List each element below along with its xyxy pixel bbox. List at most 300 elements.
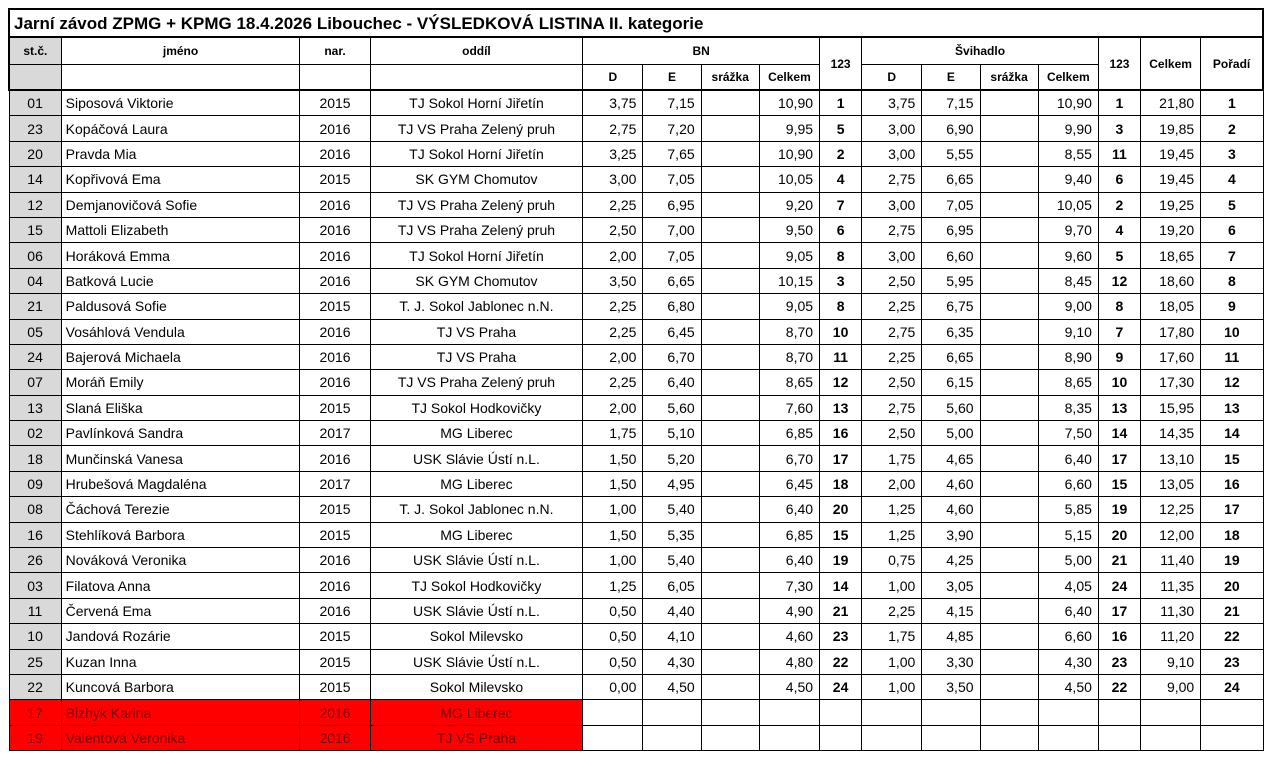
sv-deduction <box>980 649 1038 674</box>
bn-total: 8,70 <box>759 344 819 369</box>
sv-rank: 15 <box>1098 471 1140 496</box>
bn-rank: 2 <box>820 141 862 166</box>
empty-cell <box>980 725 1038 750</box>
sv-total: 8,65 <box>1038 370 1098 395</box>
club-name: TJ Sokol Hodkovičky <box>370 573 583 598</box>
competitor-name: Horáková Emma <box>61 243 300 268</box>
start-number: 01 <box>9 90 61 116</box>
sv-total: 8,90 <box>1038 344 1098 369</box>
sv-deduction <box>980 598 1038 623</box>
bn-rank: 22 <box>820 649 862 674</box>
sv-total: 5,00 <box>1038 548 1098 573</box>
bn-total: 8,65 <box>759 370 819 395</box>
start-number: 09 <box>9 471 61 496</box>
sv-rank: 11 <box>1098 141 1140 166</box>
overall-total: 11,40 <box>1141 548 1201 573</box>
bn-total: 10,90 <box>759 90 819 116</box>
empty-cell <box>759 700 819 725</box>
birth-year: 2015 <box>300 167 370 192</box>
birth-year: 2016 <box>300 446 370 471</box>
sv-d-score: 2,75 <box>862 319 922 344</box>
club-name: MG Liberec <box>370 471 583 496</box>
competitor-name: Nováková Veronika <box>61 548 300 573</box>
table-row <box>9 268 1263 293</box>
sv-rank: 8 <box>1098 294 1140 319</box>
competitor-name: Bizhyk Karina <box>61 700 300 725</box>
club-name: Sokol Milevsko <box>370 674 583 699</box>
sv-rank: 7 <box>1098 319 1140 344</box>
sv-total: 5,15 <box>1038 522 1098 547</box>
start-number: 22 <box>9 674 61 699</box>
bn-rank: 4 <box>820 167 862 192</box>
final-order: 1 <box>1201 90 1263 116</box>
club-name: USK Slávie Ústí n.L. <box>370 649 583 674</box>
sv-e-score: 6,35 <box>922 319 980 344</box>
sv-total: 9,90 <box>1038 116 1098 141</box>
bn-rank: 18 <box>820 471 862 496</box>
bn-total: 4,50 <box>759 674 819 699</box>
bn-e-score: 7,00 <box>643 217 701 242</box>
sv-total: 8,35 <box>1038 395 1098 420</box>
header-bn-rank: 123 <box>820 37 862 90</box>
start-number: 04 <box>9 268 61 293</box>
bn-deduction <box>701 674 759 699</box>
table-row <box>9 446 1263 471</box>
sv-rank: 17 <box>1098 598 1140 623</box>
final-order: 22 <box>1201 624 1263 649</box>
table-row <box>9 548 1263 573</box>
sv-rank: 2 <box>1098 192 1140 217</box>
sv-rank: 10 <box>1098 370 1140 395</box>
sv-deduction <box>980 116 1038 141</box>
final-order: 10 <box>1201 319 1263 344</box>
overall-total: 12,00 <box>1141 522 1201 547</box>
club-name: Sokol Milevsko <box>370 624 583 649</box>
absent-row <box>9 725 1263 750</box>
final-order: 6 <box>1201 217 1263 242</box>
final-order: 24 <box>1201 674 1263 699</box>
table-row <box>9 674 1263 699</box>
header-name: jméno <box>61 37 300 65</box>
start-number: 02 <box>9 421 61 446</box>
club-name: TJ VS Praha <box>370 319 583 344</box>
birth-year: 2015 <box>300 90 370 116</box>
start-number: 10 <box>9 624 61 649</box>
competitor-name: Munčinská Vanesa <box>61 446 300 471</box>
overall-total: 21,80 <box>1141 90 1201 116</box>
birth-year: 2016 <box>300 700 370 725</box>
overall-total: 19,25 <box>1141 192 1201 217</box>
start-number: 13 <box>9 395 61 420</box>
club-name: TJ Sokol Horní Jiřetín <box>370 141 583 166</box>
bn-d-score: 0,50 <box>583 624 643 649</box>
header-blank <box>61 65 300 91</box>
final-order: 12 <box>1201 370 1263 395</box>
sv-deduction <box>980 446 1038 471</box>
competitor-name: Stehlíková Barbora <box>61 522 300 547</box>
birth-year: 2016 <box>300 192 370 217</box>
empty-cell <box>1098 725 1140 750</box>
bn-d-score: 2,50 <box>583 217 643 242</box>
sv-rank: 22 <box>1098 674 1140 699</box>
bn-total: 10,15 <box>759 268 819 293</box>
header-total: Celkem <box>1141 37 1201 90</box>
bn-e-score: 7,65 <box>643 141 701 166</box>
overall-total: 9,10 <box>1141 649 1201 674</box>
sv-deduction <box>980 268 1038 293</box>
sv-e-score: 6,65 <box>922 344 980 369</box>
birth-year: 2016 <box>300 141 370 166</box>
sv-rank: 14 <box>1098 421 1140 446</box>
club-name: TJ VS Praha <box>370 344 583 369</box>
bn-deduction <box>701 344 759 369</box>
overall-total: 9,00 <box>1141 674 1201 699</box>
bn-rank: 12 <box>820 370 862 395</box>
start-number: 16 <box>9 522 61 547</box>
empty-cell <box>1038 725 1098 750</box>
table-row <box>9 294 1263 319</box>
table-row <box>9 395 1263 420</box>
sv-total: 10,05 <box>1038 192 1098 217</box>
competitor-name: Kopáčová Laura <box>61 116 300 141</box>
final-order: 21 <box>1201 598 1263 623</box>
bn-deduction <box>701 649 759 674</box>
start-number: 17 <box>9 700 61 725</box>
bn-deduction <box>701 522 759 547</box>
sv-deduction <box>980 141 1038 166</box>
bn-deduction <box>701 319 759 344</box>
competitor-name: Siposová Viktorie <box>61 90 300 116</box>
bn-rank: 1 <box>820 90 862 116</box>
empty-cell <box>643 700 701 725</box>
bn-d-score: 0,50 <box>583 598 643 623</box>
bn-d-score: 0,00 <box>583 674 643 699</box>
bn-e-score: 5,35 <box>643 522 701 547</box>
bn-deduction <box>701 624 759 649</box>
sv-e-score: 4,60 <box>922 497 980 522</box>
bn-deduction <box>701 421 759 446</box>
sv-e-score: 5,95 <box>922 268 980 293</box>
overall-total: 18,60 <box>1141 268 1201 293</box>
bn-e-score: 5,40 <box>643 497 701 522</box>
sv-rank: 19 <box>1098 497 1140 522</box>
bn-d-score: 2,25 <box>583 370 643 395</box>
sv-rank: 4 <box>1098 217 1140 242</box>
bn-rank: 16 <box>820 421 862 446</box>
final-order: 11 <box>1201 344 1263 369</box>
birth-year: 2016 <box>300 268 370 293</box>
bn-e-score: 6,70 <box>643 344 701 369</box>
empty-cell <box>1098 700 1140 725</box>
final-order: 19 <box>1201 548 1263 573</box>
birth-year: 2015 <box>300 395 370 420</box>
bn-deduction <box>701 167 759 192</box>
table-row <box>9 598 1263 623</box>
club-name: MG Liberec <box>370 522 583 547</box>
sv-d-score: 2,25 <box>862 598 922 623</box>
empty-cell <box>922 725 980 750</box>
bn-e-score: 7,20 <box>643 116 701 141</box>
final-order: 23 <box>1201 649 1263 674</box>
bn-e-score: 4,95 <box>643 471 701 496</box>
sv-deduction <box>980 674 1038 699</box>
sv-e-score: 4,65 <box>922 446 980 471</box>
header-svihadlo: Švihadlo <box>862 37 1099 65</box>
bn-e-score: 4,30 <box>643 649 701 674</box>
sv-rank: 20 <box>1098 522 1140 547</box>
final-order: 2 <box>1201 116 1263 141</box>
sv-d-score: 1,25 <box>862 497 922 522</box>
final-order: 16 <box>1201 471 1263 496</box>
bn-total: 9,05 <box>759 294 819 319</box>
empty-cell <box>820 700 862 725</box>
bn-rank: 21 <box>820 598 862 623</box>
bn-e-score: 5,40 <box>643 548 701 573</box>
bn-rank: 20 <box>820 497 862 522</box>
bn-e-score: 6,45 <box>643 319 701 344</box>
bn-d-score: 1,25 <box>583 573 643 598</box>
club-name: USK Slávie Ústí n.L. <box>370 548 583 573</box>
bn-deduction <box>701 471 759 496</box>
sv-deduction <box>980 548 1038 573</box>
sv-e-score: 3,05 <box>922 573 980 598</box>
bn-d-score: 3,75 <box>583 90 643 116</box>
sv-deduction <box>980 497 1038 522</box>
header-club: oddíl <box>370 37 583 65</box>
competitor-name: Demjanovičová Sofie <box>61 192 300 217</box>
sv-d-score: 2,75 <box>862 395 922 420</box>
sv-d-score: 0,75 <box>862 548 922 573</box>
club-name: TJ Sokol Horní Jiřetín <box>370 90 583 116</box>
bn-e-score: 7,05 <box>643 243 701 268</box>
start-number: 12 <box>9 192 61 217</box>
table-row <box>9 573 1263 598</box>
bn-total: 10,05 <box>759 167 819 192</box>
birth-year: 2016 <box>300 243 370 268</box>
bn-rank: 17 <box>820 446 862 471</box>
sv-deduction <box>980 624 1038 649</box>
bn-e-score: 6,95 <box>643 192 701 217</box>
start-number: 20 <box>9 141 61 166</box>
sv-e-score: 6,95 <box>922 217 980 242</box>
sv-e-score: 4,60 <box>922 471 980 496</box>
bn-deduction <box>701 573 759 598</box>
sv-rank: 12 <box>1098 268 1140 293</box>
bn-deduction <box>701 268 759 293</box>
club-name: T. J. Sokol Jablonec n.N. <box>370 294 583 319</box>
sv-d-score: 1,25 <box>862 522 922 547</box>
bn-deduction <box>701 395 759 420</box>
table-row <box>9 116 1263 141</box>
empty-cell <box>583 725 643 750</box>
sv-rank: 24 <box>1098 573 1140 598</box>
bn-e-score: 6,65 <box>643 268 701 293</box>
sv-deduction <box>980 395 1038 420</box>
overall-total: 11,30 <box>1141 598 1201 623</box>
bn-rank: 19 <box>820 548 862 573</box>
club-name: TJ VS Praha Zelený pruh <box>370 370 583 395</box>
start-number: 08 <box>9 497 61 522</box>
bn-e-score: 6,40 <box>643 370 701 395</box>
birth-year: 2016 <box>300 548 370 573</box>
bn-rank: 3 <box>820 268 862 293</box>
sv-e-score: 6,65 <box>922 167 980 192</box>
sv-total: 4,30 <box>1038 649 1098 674</box>
empty-cell <box>820 725 862 750</box>
overall-total: 14,35 <box>1141 421 1201 446</box>
table-row <box>9 471 1263 496</box>
table-row <box>9 90 1263 116</box>
birth-year: 2016 <box>300 116 370 141</box>
bn-d-score: 3,00 <box>583 167 643 192</box>
final-order: 14 <box>1201 421 1263 446</box>
table-row <box>9 370 1263 395</box>
bn-d-score: 3,25 <box>583 141 643 166</box>
bn-e-score: 4,40 <box>643 598 701 623</box>
sv-e-score: 6,15 <box>922 370 980 395</box>
sv-total: 9,70 <box>1038 217 1098 242</box>
competitor-name: Červená Ema <box>61 598 300 623</box>
table-header <box>9 37 1263 90</box>
club-name: MG Liberec <box>370 700 583 725</box>
competitor-name: Vosáhlová Vendula <box>61 319 300 344</box>
sv-total: 6,60 <box>1038 471 1098 496</box>
sv-e-score: 6,90 <box>922 116 980 141</box>
bn-deduction <box>701 294 759 319</box>
header-year: nar. <box>300 37 370 65</box>
club-name: MG Liberec <box>370 421 583 446</box>
bn-rank: 8 <box>820 243 862 268</box>
competitor-name: Čáchová Terezie <box>61 497 300 522</box>
sv-e-score: 5,00 <box>922 421 980 446</box>
bn-rank: 23 <box>820 624 862 649</box>
table-row <box>9 497 1263 522</box>
birth-year: 2016 <box>300 370 370 395</box>
competitor-name: Moráň Emily <box>61 370 300 395</box>
bn-deduction <box>701 192 759 217</box>
competitor-name: Kuzan Inna <box>61 649 300 674</box>
bn-deduction <box>701 217 759 242</box>
bn-e-score: 7,15 <box>643 90 701 116</box>
table-row <box>9 344 1263 369</box>
sv-rank: 16 <box>1098 624 1140 649</box>
header-sv-e: E <box>922 65 980 91</box>
sv-deduction <box>980 573 1038 598</box>
competitor-name: Kopřivová Ema <box>61 167 300 192</box>
table-row <box>9 522 1263 547</box>
sv-rank: 3 <box>1098 116 1140 141</box>
bn-total: 4,60 <box>759 624 819 649</box>
birth-year: 2015 <box>300 522 370 547</box>
start-number: 11 <box>9 598 61 623</box>
sv-total: 8,55 <box>1038 141 1098 166</box>
bn-d-score: 2,25 <box>583 192 643 217</box>
overall-total: 17,80 <box>1141 319 1201 344</box>
bn-e-score: 6,05 <box>643 573 701 598</box>
club-name: TJ VS Praha Zelený pruh <box>370 217 583 242</box>
header-sv-celkem: Celkem <box>1038 65 1098 91</box>
start-number: 24 <box>9 344 61 369</box>
bn-e-score: 4,50 <box>643 674 701 699</box>
bn-d-score: 2,00 <box>583 344 643 369</box>
sv-total: 6,60 <box>1038 624 1098 649</box>
final-order: 17 <box>1201 497 1263 522</box>
table-row <box>9 319 1263 344</box>
sv-e-score: 4,15 <box>922 598 980 623</box>
club-name: T. J. Sokol Jablonec n.N. <box>370 497 583 522</box>
final-order: 4 <box>1201 167 1263 192</box>
sv-deduction <box>980 294 1038 319</box>
club-name: USK Slávie Ústí n.L. <box>370 446 583 471</box>
header-bn-srazka: srážka <box>701 65 759 91</box>
final-order: 3 <box>1201 141 1263 166</box>
bn-rank: 14 <box>820 573 862 598</box>
sv-total: 4,50 <box>1038 674 1098 699</box>
bn-total: 6,40 <box>759 497 819 522</box>
overall-total: 19,20 <box>1141 217 1201 242</box>
bn-total: 6,70 <box>759 446 819 471</box>
empty-cell <box>1201 725 1263 750</box>
sv-total: 5,85 <box>1038 497 1098 522</box>
sv-total: 9,60 <box>1038 243 1098 268</box>
header-blank <box>300 65 370 91</box>
sv-e-score: 3,30 <box>922 649 980 674</box>
bn-d-score: 1,00 <box>583 548 643 573</box>
header-start: st.č. <box>9 37 61 65</box>
bn-e-score: 6,80 <box>643 294 701 319</box>
overall-total: 12,25 <box>1141 497 1201 522</box>
bn-rank: 7 <box>820 192 862 217</box>
bn-d-score: 1,50 <box>583 522 643 547</box>
sv-rank: 1 <box>1098 90 1140 116</box>
competitor-name: Mattoli Elizabeth <box>61 217 300 242</box>
bn-total: 6,45 <box>759 471 819 496</box>
birth-year: 2016 <box>300 344 370 369</box>
empty-cell <box>701 700 759 725</box>
overall-total: 13,10 <box>1141 446 1201 471</box>
overall-total: 19,85 <box>1141 116 1201 141</box>
bn-d-score: 2,75 <box>583 116 643 141</box>
bn-total: 7,60 <box>759 395 819 420</box>
header-blank <box>9 65 61 91</box>
empty-cell <box>1141 725 1201 750</box>
competitor-name: Pravda Mia <box>61 141 300 166</box>
club-name: SK GYM Chomutov <box>370 268 583 293</box>
bn-d-score: 2,25 <box>583 319 643 344</box>
sv-deduction <box>980 471 1038 496</box>
overall-total: 15,95 <box>1141 395 1201 420</box>
bn-d-score: 1,50 <box>583 471 643 496</box>
birth-year: 2015 <box>300 497 370 522</box>
bn-total: 7,30 <box>759 573 819 598</box>
bn-deduction <box>701 243 759 268</box>
start-number: 06 <box>9 243 61 268</box>
overall-total: 19,45 <box>1141 141 1201 166</box>
final-order: 13 <box>1201 395 1263 420</box>
bn-d-score: 1,75 <box>583 421 643 446</box>
bn-deduction <box>701 141 759 166</box>
bn-deduction <box>701 370 759 395</box>
sv-e-score: 7,15 <box>922 90 980 116</box>
results-sheet <box>8 8 1264 751</box>
sv-deduction <box>980 319 1038 344</box>
empty-cell <box>701 725 759 750</box>
sv-e-score: 7,05 <box>922 192 980 217</box>
sv-deduction <box>980 243 1038 268</box>
sv-rank: 21 <box>1098 548 1140 573</box>
bn-total: 6,40 <box>759 548 819 573</box>
sv-rank: 13 <box>1098 395 1140 420</box>
